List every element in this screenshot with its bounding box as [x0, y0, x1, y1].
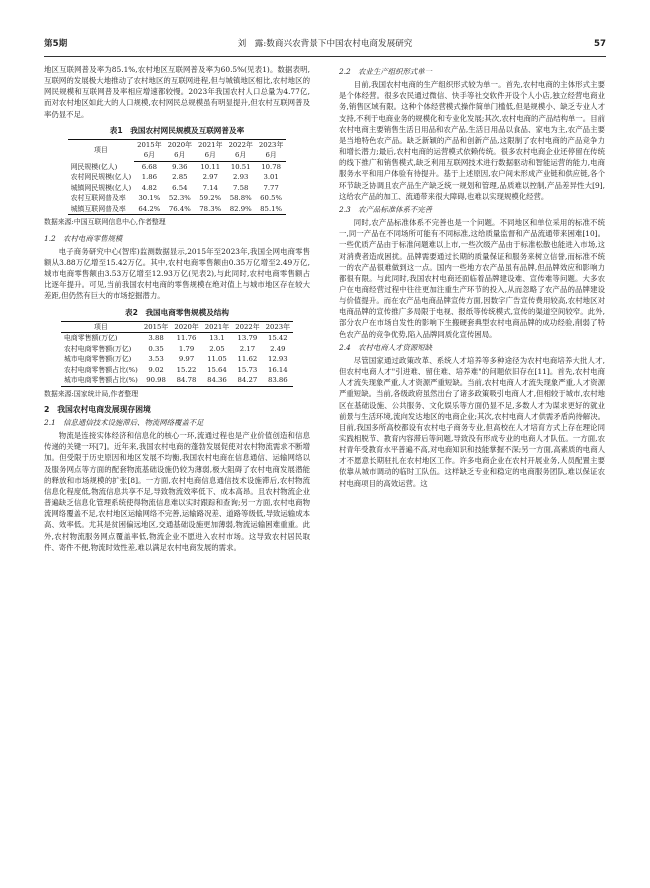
table2-year: 2020年	[171, 321, 201, 333]
table2-year: 2023年	[263, 321, 293, 333]
cell: 84.27	[232, 375, 262, 386]
table1-netizens	[68, 139, 287, 216]
table2-year: 2022年	[232, 321, 262, 333]
cell: 58.8%	[229, 194, 252, 203]
section-heading-2-1: 2.1 信息通信技术设施滞后、物流网络覆盖不足	[44, 418, 204, 427]
cell: 2.49	[270, 344, 286, 353]
cell: 2.93	[233, 173, 249, 182]
cell: 83.86	[263, 375, 293, 386]
cell: 11.62	[237, 355, 258, 364]
table1-year: 2020年	[165, 139, 195, 150]
cell: 13.79	[237, 334, 258, 343]
cell: 7.77	[263, 183, 279, 192]
cell: 76.4%	[165, 204, 195, 215]
table-row	[68, 193, 287, 204]
issue-number: 第5期	[44, 39, 68, 49]
cell: 13.1	[209, 334, 225, 343]
table-row	[68, 204, 287, 215]
cell: 7.14	[202, 183, 218, 192]
cell: 15.22	[176, 365, 197, 374]
cell: 64.2%	[134, 204, 164, 215]
cell: 11.05	[207, 355, 227, 364]
cell: 1.79	[178, 344, 195, 353]
row-label: 城市电商零售额占比(%)	[61, 375, 141, 386]
table1-month: 6月	[225, 150, 255, 161]
table2-retail	[61, 321, 293, 387]
table-row	[61, 375, 293, 386]
left-column	[44, 64, 310, 864]
cell: 7.58	[233, 183, 249, 192]
cell: 10.51	[230, 162, 251, 171]
cell: 84.36	[202, 375, 232, 386]
header-rule	[44, 56, 606, 57]
cell: 2.85	[172, 173, 188, 182]
cell: 30.1%	[138, 194, 161, 203]
row-label: 电商零售额(万亿)	[63, 334, 118, 343]
cell: 2.05	[209, 344, 225, 353]
table-row	[68, 183, 287, 194]
cell: 59.2%	[199, 194, 222, 203]
cell: 3.88	[148, 334, 164, 343]
table1-year: 2015年	[134, 139, 164, 150]
running-header	[44, 38, 606, 50]
cell: 6.68	[141, 162, 158, 171]
paragraph-internet-rate: 地区互联网普及率为85.1%,农村地区互联网普及率为60.5%(见表1)。数据表明,互联网的发展极大地推动了农村地区的互联网进程,但与城镇地区相比,农村地区的网民规模和互联网普及率相应增速都较慢。2023年我国农村人口总量为4.77亿,而对农村地区如此大的人口规模,农村网民总规模虽有明显提升,但农村互联网普及率仍显不足。	[44, 65, 310, 119]
row-label: 农村网民规模(亿人)	[70, 173, 132, 182]
table2-year: 2015年	[141, 321, 171, 333]
paragraph-organization: 目前,我国农村电商的生产组织形式较为单一。首先,农村电商的主体形式主要是个体经营。很多农民通过微信、快手等社交软件开设个人小店,独立经营电商业务,销售区域有限。这种个体经营模式操作简单门槛低,但是规模小、缺乏专业人才支持,不利于电商业务的规模化和专业化发展;其次,农村电商的产品结构单一。目前农村电商主要销售生活日用品和农产品,生活日用品以食品、家电为主,农产品主要是当地特色农产品。缺乏新颖的产品和创新产品,这限制了农村电商的产品竞争力和增长潜力;最后,农村电商的运营模式依赖传统。很多农村电商企业还停留在传统的线下推广和销售模式,缺乏利用互联网技术进行数据驱动和智能运营的能力,电商服务水平和用户体验有待提升。基于上述原因,农户间未形成产业链和供应链,各个环节缺乏协调且农产品生产缺乏统一规划和管理,品质难以控制,产品差异性大[9],这给农产品的加工、流通带来很大障碍,也难以实现规模化经营。	[339, 80, 605, 201]
cell: 6.54	[172, 183, 188, 192]
cell: 90.98	[141, 375, 171, 386]
table-row	[61, 333, 293, 344]
section-heading-2-2: 2.2 农业生产组织形式单一	[339, 67, 433, 76]
section-heading-2: 2 我国农村电商发展现存困境	[44, 404, 151, 414]
section-heading-1-2: 1.2 农村电商零售规模	[44, 233, 123, 243]
table1-month: 6月	[134, 150, 164, 161]
table2-caption: 表2 我国电商零售规模及结构	[124, 307, 229, 317]
cell: 84.78	[171, 375, 201, 386]
row-label: 城镇互联网普及率	[68, 204, 135, 215]
cell: 2.17	[239, 344, 256, 353]
page-number: 57	[594, 39, 606, 49]
table2-col-head: 项目	[61, 321, 141, 333]
row-label: 城市电商零售额(万亿)	[63, 355, 132, 364]
cell: 10.11	[200, 162, 221, 171]
row-label: 农村电商零售额(万亿)	[63, 344, 132, 353]
cell: 11.76	[176, 334, 197, 343]
cell: 15.64	[207, 365, 227, 374]
paragraph-standards: 同时,农产品标准体系不完善也是一个问题。不同地区和单位采用的标准不统一,同一产品在不同场所可能有不同标准,这给质量监督和产品流通带来困难[10]。一些优质产品由于标准问题难以上市,一些次级产品由于标准松散也能进入市场,这对消费者造成困扰。品牌需要通过长期的质量保证和服务来树立信誉,而标准不统一的农产品很难做到这一点。国内一些地方农产品虽有品牌,但品牌效应和影响力都很有限。与此同时,我国农村电商还面临着品牌建设难、宣传难等问题。大多农户在电商经营过程中往往更加注重生产环节的投入,从而忽略了农产品的品牌建设与价值提升。而在农产品电商品牌宣传方面,因数字广告宣传费用较高,农村地区对电商品牌的宣传推广多局限于电视、报纸等传统模式,宣传的渠道空间较窄。此外,部分农户在市场自发性的影响下生搬硬套典型农村电商品牌的成功经验,削弱了特色农产品的竞争优势,陷入品牌同质化宣传困局。	[339, 218, 605, 339]
cell: 12.93	[267, 355, 288, 364]
section-heading-2-3: 2.3 农产品标准体系不完善	[339, 204, 433, 214]
cell: 3.01	[263, 173, 279, 182]
table1-year: 2023年	[256, 139, 286, 150]
cell: 4.82	[141, 183, 158, 192]
cell: 0.35	[148, 344, 164, 353]
table1-month: 6月	[195, 150, 225, 161]
cell: 78.3%	[195, 204, 225, 215]
table1-year: 2022年	[225, 139, 255, 150]
paragraph-retail-scale: 电子商务研究中心(智库)监测数据显示,2015年至2023年,我国全网电商零售额从3.88万亿增至15.42万亿。其中,农村电商零售额由0.35万亿增至2.49万亿,城市电商零售额由3.53万亿增至12.93万亿(见表2),与此同时,农村电商零售额占比逐年提升。可见,当前我国农村电商的零售规模在绝对值上与城市地区存在较大差距,但仍然有巨大的市场挖掘潜力。	[44, 246, 310, 301]
cell: 10.78	[261, 162, 281, 171]
table-row	[61, 354, 293, 365]
cell: 52.3%	[168, 194, 191, 203]
table1-caption: 表1 我国农村网民规模及互联网普及率	[109, 125, 245, 135]
table1-col-head: 项目	[68, 139, 135, 161]
cell: 2.97	[202, 173, 218, 182]
row-label: 农村互联网普及率	[70, 194, 126, 203]
row-label: 农村电商零售额占比(%)	[63, 365, 138, 374]
cell: 9.97	[178, 355, 195, 364]
cell: 15.73	[237, 365, 258, 374]
cell: 60.5%	[260, 194, 283, 203]
table-row	[61, 365, 293, 376]
row-label: 城镇网民规模(亿人)	[70, 183, 132, 192]
running-title: 刘 露:数商兴农背景下中国农村电商发展研究	[237, 39, 413, 49]
cell: 3.53	[148, 355, 164, 364]
table-row	[68, 172, 287, 183]
table1-year: 2021年	[195, 139, 225, 150]
cell: 16.14	[267, 365, 288, 374]
table1-source: 数据来源:中国互联网信息中心,作者整理	[44, 218, 166, 227]
table2-source: 数据来源:国家统计局,作者整理	[44, 389, 139, 398]
table-row	[61, 344, 293, 355]
cell: 9.02	[148, 365, 164, 374]
cell: 9.36	[172, 162, 188, 171]
table1-month: 6月	[256, 150, 286, 161]
table-row	[68, 161, 287, 172]
table1-month: 6月	[165, 150, 195, 161]
section-heading-2-4: 2.4 农村电商人才资源短缺	[339, 342, 433, 352]
cell: 1.86	[141, 173, 158, 182]
cell: 82.9%	[225, 204, 255, 215]
paragraph-talent: 尽管国家通过政策改革、系统人才培养等多种途径为农村电商培养大批人才,但农村电商人才"引进难、留住难、培养难"的问题依旧存在[11]。首先,农村电商人才流失现象严重,人才资源严重短缺。当前,农村电商人才流失现象严重,人才资源严重短缺。当前,各级政府虽然出台了诸多政策吸引电商人才,但相较于城市,农村地区在基础设施、公共服务、文化娱乐等方面仍显不足,多数人才为谋求更好的就业前景与生活环境,流向发达地区的电商企业;其次,农村电商人才供需矛盾尚待解决。目前,我国多所高校都设有农村电子商务专业,但高校在人才培育方式上存在理论同实践相脱节、教育内容滞后等问题,导致没有形成专业的电商人才队伍。一方面,农村青年受教育水平普遍不高,对电商知识和技能掌握不深;另一方面,高素质的电商人才不愿意长期驻扎在农村地区工作。许多电商企业在农村开展业务,人员配置主要依靠从城市调动的临时工队伍。这样缺乏专业和稳定的电商服务团队,难以保证农村电商项目的高效运营。这	[339, 355, 605, 488]
row-label: 网民规模(亿人)	[70, 162, 118, 171]
table2-year: 2021年	[202, 321, 232, 333]
right-column	[339, 64, 605, 864]
paragraph-logistics: 物流是连接实体经济和信息化的核心一环,流通过程也是产业价值创造和信息传递的关键一环[7]。近年来,我国农村电商的蓬勃发展促使对农村物流需求不断增加。但受限于历史原因和地区发展不均衡,我国农村电商在信息通信、运输网络以及服务网点等方面的配套物流基础设施仍较为薄弱,极大阻碍了农村电商发展潜能的释放和市场规模的扩张[8]。一方面,农村电商信息通信技术设施滞后,农村物流信息化程度低,物流信息共享不足,导致物流效率低下、成本高昂。且农村物流企业普遍缺乏信息化管理系统使得物流信息难以实时跟踪和查询;另一方面,农村电商物流网络覆盖不足,农村地区运输网络不完善,运输路况差、道路等级低,导致运输成本高、效率低。尤其是贫困偏远地区,交通基础设施更加薄弱,物流运输困难重重。此外,农村物流服务网点覆盖率低,物流企业不愿进入农村市场。这导致农村居民取件、寄件不便,物流时效性差,难以满足农村电商发展的需求。	[44, 431, 310, 552]
cell: 85.1%	[256, 204, 286, 215]
cell: 15.42	[267, 334, 288, 343]
